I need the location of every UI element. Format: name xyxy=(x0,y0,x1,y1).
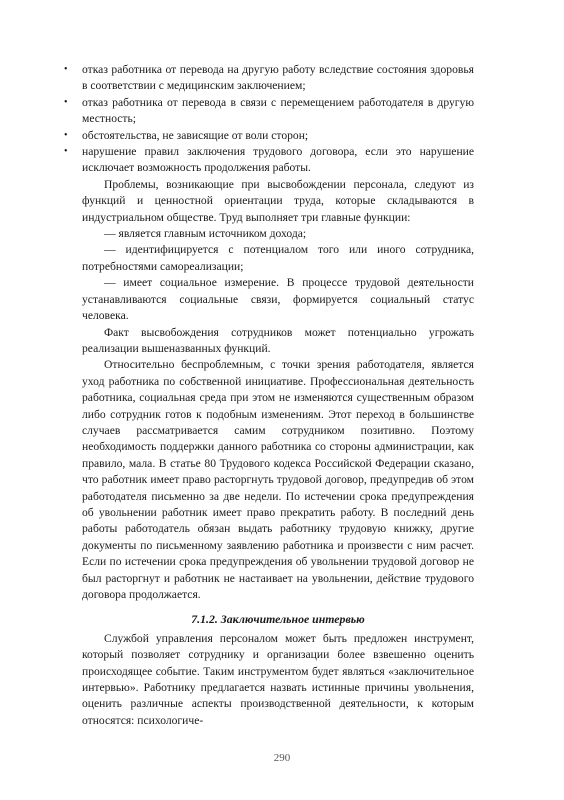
paragraph: Проблемы, возникающие при высвобождении персонала, следуют из функций и ценностной ориентации труда, которые складываются в индустриальном обществе. Труд выполняет три главные функции: xyxy=(82,177,474,224)
paragraph: Относительно беспроблемным, с точки зрения работодателя, является уход работника по собственной инициативе. Профессиональная деятельность работника, социальная среда при этом не изменяются существенным образом либо сотрудник готов к подобным изменениям. Этот переход в большинстве случаев рассматривается самим сотрудником позитивно. Поэтому необходимость поддержки данного работника со стороны администрации, как правило, мала. В статье 80 Трудового кодекса Российской Федерации сказано, что работник имеет право расторгнуть трудовой договор, предупредив об этом работодателя письменно за две недели. По истечении срока предупреждения об увольнении работник имеет право прекратить работу. В последний день работы работодатель обязан выдать работнику трудовую книжку, другие документы по письменному заявлению работника и произвести с ним расчет. Если по истечении срока предупреждения об увольнении трудовой договор не был расторгнут и работник не настаивает на увольнении, действие трудового договора продолжается. xyxy=(82,358,474,601)
bullet-list xyxy=(82,62,474,177)
page-body xyxy=(82,62,474,729)
dash-item: — является главным источником дохода; xyxy=(104,227,307,241)
bullet-item: • отказ работника от перевода в связи с перемещением работодателя в другую местность; xyxy=(82,95,474,128)
dash-item: — имеет социальное измерение. В процессе трудовой деятельности устанавливаются социальные связи, формируется социальный статус человека. xyxy=(82,276,474,323)
bullet-item: • обстоятельства, не зависящие от воли сторон; xyxy=(82,128,474,144)
bullet-item: • нарушение правил заключения трудового договора, если это нарушение исключает возможность продолжения работы. xyxy=(82,144,474,177)
bullet-item: • отказ работника от перевода на другую работу вследствие состояния здоровья в соответствии с медицинским заключением; xyxy=(82,62,474,95)
paragraph: Службой управления персоналом может быть предложен инструмент, который позволяет сотруднику и организации более взвешенно оценить происходящее событие. Таким инструментом будет являться «заключительное интервью». Работнику предлагается назвать истинные причины увольнения, оценить различные аспекты производственной деятельности, к которым относятся: психологиче- xyxy=(82,631,474,727)
page-number: 290 xyxy=(273,752,291,764)
paragraph: Факт высвобождения сотрудников может потенциально угрожать реализации вышеназванных функций. xyxy=(82,325,474,355)
dash-item: — идентифицируется с потенциалом того или иного сотрудника, потребностями самореализации; xyxy=(82,243,474,273)
section-heading: 7.1.2. Заключительное интервью xyxy=(191,612,365,627)
